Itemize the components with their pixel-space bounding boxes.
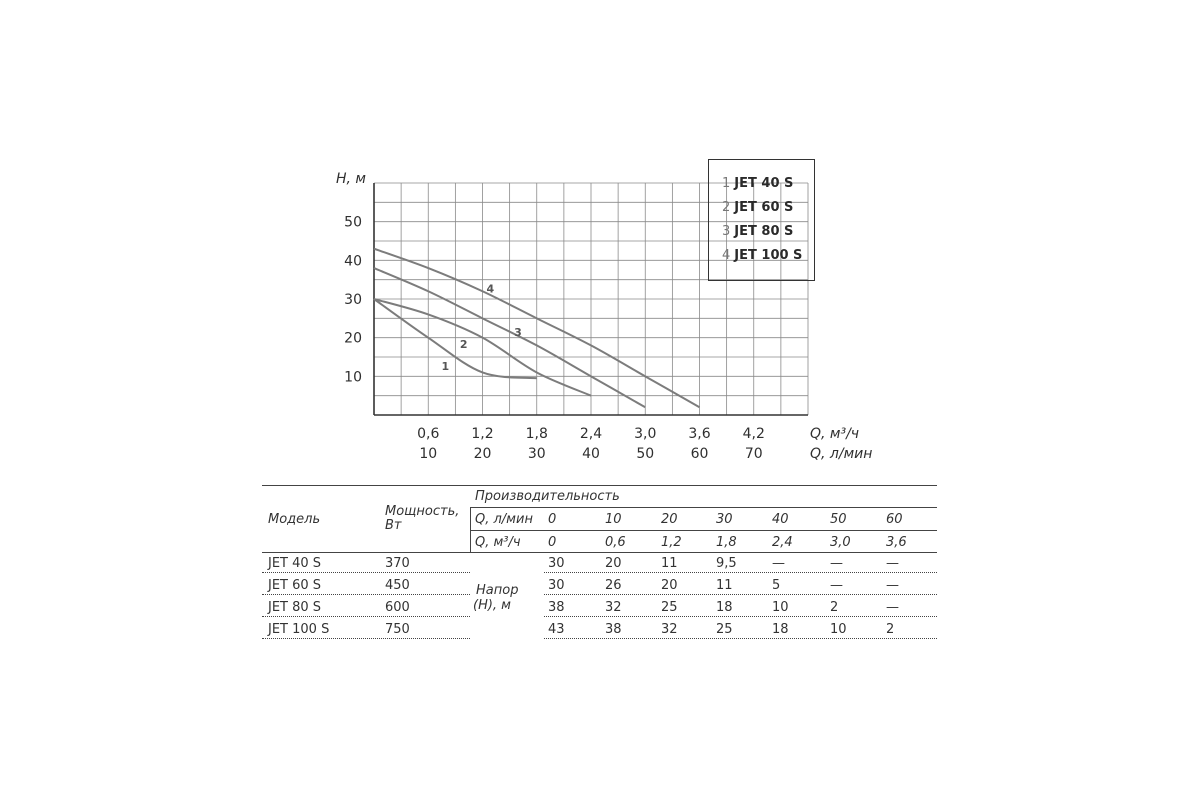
x-tick-label-lmin: 30 bbox=[527, 446, 546, 462]
row-head-value: — bbox=[830, 556, 843, 571]
y-tick-label: 20 bbox=[344, 330, 362, 347]
q-m3h-value: 2,4 bbox=[772, 535, 793, 550]
q-m3h-value: 0 bbox=[548, 535, 557, 550]
legend-item-label: JET 80 S bbox=[734, 224, 794, 239]
table-top-rule bbox=[262, 485, 937, 486]
table-row-rule bbox=[262, 572, 470, 573]
table-perf-rule bbox=[470, 507, 937, 508]
row-head-value: 2 bbox=[830, 600, 839, 615]
legend-item-number: 4 bbox=[722, 248, 731, 263]
row-model: JET 60 S bbox=[268, 578, 322, 593]
y-tick-label: 40 bbox=[344, 253, 362, 270]
row-head-value: 32 bbox=[605, 600, 622, 615]
x-axis-label-lmin: Q, л/мин bbox=[810, 446, 873, 462]
row-head-value: 10 bbox=[830, 622, 847, 637]
legend-item-number: 2 bbox=[722, 200, 731, 215]
legend-item-label: JET 100 S bbox=[734, 248, 803, 263]
y-tick-label: 10 bbox=[344, 369, 362, 386]
q-m3h-value: 0,6 bbox=[605, 535, 626, 550]
row-head-value: 25 bbox=[716, 622, 733, 637]
row-head-value: 10 bbox=[772, 600, 789, 615]
x-tick-label-m3h: 0,6 bbox=[417, 426, 440, 442]
q-lmin-value: 30 bbox=[716, 512, 733, 527]
row-head-value: 26 bbox=[605, 578, 622, 593]
legend-item-label: JET 60 S bbox=[734, 200, 794, 215]
q-m3h-value: 3,6 bbox=[886, 535, 907, 550]
row-head-value: — bbox=[886, 556, 899, 571]
power-header: Мощность, bbox=[385, 504, 460, 519]
x-tick-label-m3h: 3,6 bbox=[688, 426, 711, 442]
table-header-bottom-rule bbox=[262, 552, 937, 553]
row-head-value: — bbox=[886, 578, 899, 593]
q-m3h-label: Q, м³/ч bbox=[475, 535, 521, 550]
q-lmin-value: 40 bbox=[772, 512, 789, 527]
performance-header: Производительность bbox=[475, 489, 620, 504]
row-head-value: — bbox=[772, 556, 785, 571]
q-m3h-value: 3,0 bbox=[830, 535, 851, 550]
q-lmin-value: 10 bbox=[605, 512, 622, 527]
legend-item-label: JET 40 S bbox=[734, 176, 794, 191]
x-tick-label-lmin: 10 bbox=[419, 446, 438, 462]
y-axis-label: H, м bbox=[336, 171, 366, 187]
x-tick-label-lmin: 20 bbox=[473, 446, 492, 462]
row-head-value: 30 bbox=[548, 578, 565, 593]
row-head-value: 30 bbox=[548, 556, 565, 571]
table-row-rule bbox=[262, 638, 470, 639]
x-tick-label-m3h: 2,4 bbox=[579, 426, 603, 442]
row-power: 370 bbox=[385, 556, 410, 571]
q-lmin-label: Q, л/мин bbox=[475, 512, 533, 527]
curve-label-2: 2 bbox=[459, 338, 468, 352]
x-tick-label-lmin: 70 bbox=[744, 446, 763, 462]
row-head-value: 20 bbox=[605, 556, 622, 571]
table-row-rule bbox=[544, 616, 937, 617]
x-tick-label-lmin: 60 bbox=[690, 446, 709, 462]
q-lmin-value: 20 bbox=[661, 512, 678, 527]
head-label: Напор bbox=[476, 583, 519, 598]
row-power: 600 bbox=[385, 600, 410, 615]
row-model: JET 100 S bbox=[268, 622, 330, 637]
row-head-value: 9,5 bbox=[716, 556, 737, 571]
x-tick-label-lmin: 40 bbox=[582, 446, 600, 462]
row-head-value: 20 bbox=[661, 578, 678, 593]
table-header-divider bbox=[470, 507, 471, 552]
row-head-value: 18 bbox=[772, 622, 789, 637]
table-row-rule bbox=[262, 594, 470, 595]
curve-label-3: 3 bbox=[514, 325, 522, 339]
x-axis-label-m3h: Q, м³/ч bbox=[810, 426, 860, 442]
table-row-rule bbox=[544, 638, 937, 639]
table-row-rule bbox=[544, 594, 937, 595]
model-header: Модель bbox=[268, 512, 321, 527]
row-head-value: 25 bbox=[661, 600, 678, 615]
q-lmin-value: 50 bbox=[830, 512, 847, 527]
head-label-unit: (Н), м bbox=[473, 598, 511, 613]
y-tick-label: 50 bbox=[344, 214, 362, 231]
legend-item-number: 1 bbox=[722, 176, 731, 191]
q-lmin-value: 0 bbox=[548, 512, 557, 527]
row-head-value: 2 bbox=[886, 622, 895, 637]
row-head-value: 38 bbox=[605, 622, 622, 637]
row-head-value: 43 bbox=[548, 622, 565, 637]
q-m3h-value: 1,2 bbox=[661, 535, 682, 550]
y-tick-label: 30 bbox=[344, 292, 362, 308]
row-head-value: — bbox=[830, 578, 843, 593]
q-lmin-value: 60 bbox=[886, 512, 903, 527]
x-tick-label-m3h: 3,0 bbox=[634, 426, 657, 442]
legend-item bbox=[722, 220, 814, 244]
q-m3h-value: 1,8 bbox=[716, 535, 737, 550]
curve-label-4: 4 bbox=[486, 282, 495, 296]
row-power: 750 bbox=[385, 622, 410, 637]
chart-ticks bbox=[344, 215, 765, 462]
row-head-value: 5 bbox=[772, 578, 781, 593]
table-row-rule bbox=[544, 572, 937, 573]
legend-item bbox=[722, 172, 814, 196]
x-tick-label-m3h: 4,2 bbox=[742, 426, 765, 442]
legend-item bbox=[722, 196, 814, 220]
row-head-value: 32 bbox=[661, 622, 678, 637]
x-tick-label-lmin: 50 bbox=[636, 446, 655, 462]
legend-item-number: 3 bbox=[722, 224, 731, 239]
row-head-value: — bbox=[886, 600, 899, 615]
row-power: 450 bbox=[385, 578, 410, 593]
row-head-value: 18 bbox=[716, 600, 733, 615]
x-tick-label-m3h: 1,2 bbox=[471, 426, 494, 442]
chart-legend bbox=[708, 159, 815, 281]
table-row-rule bbox=[262, 616, 470, 617]
row-model: JET 80 S bbox=[268, 600, 322, 615]
curve-label-1: 1 bbox=[441, 360, 450, 374]
row-head-value: 11 bbox=[716, 578, 733, 593]
row-head-value: 11 bbox=[661, 556, 678, 571]
power-header-unit: Вт bbox=[385, 518, 402, 533]
x-tick-label-m3h: 1,8 bbox=[525, 426, 548, 442]
row-head-value: 38 bbox=[548, 600, 565, 615]
legend-item bbox=[722, 244, 814, 268]
row-model: JET 40 S bbox=[268, 556, 322, 571]
table-qlmin-rule bbox=[470, 530, 937, 531]
